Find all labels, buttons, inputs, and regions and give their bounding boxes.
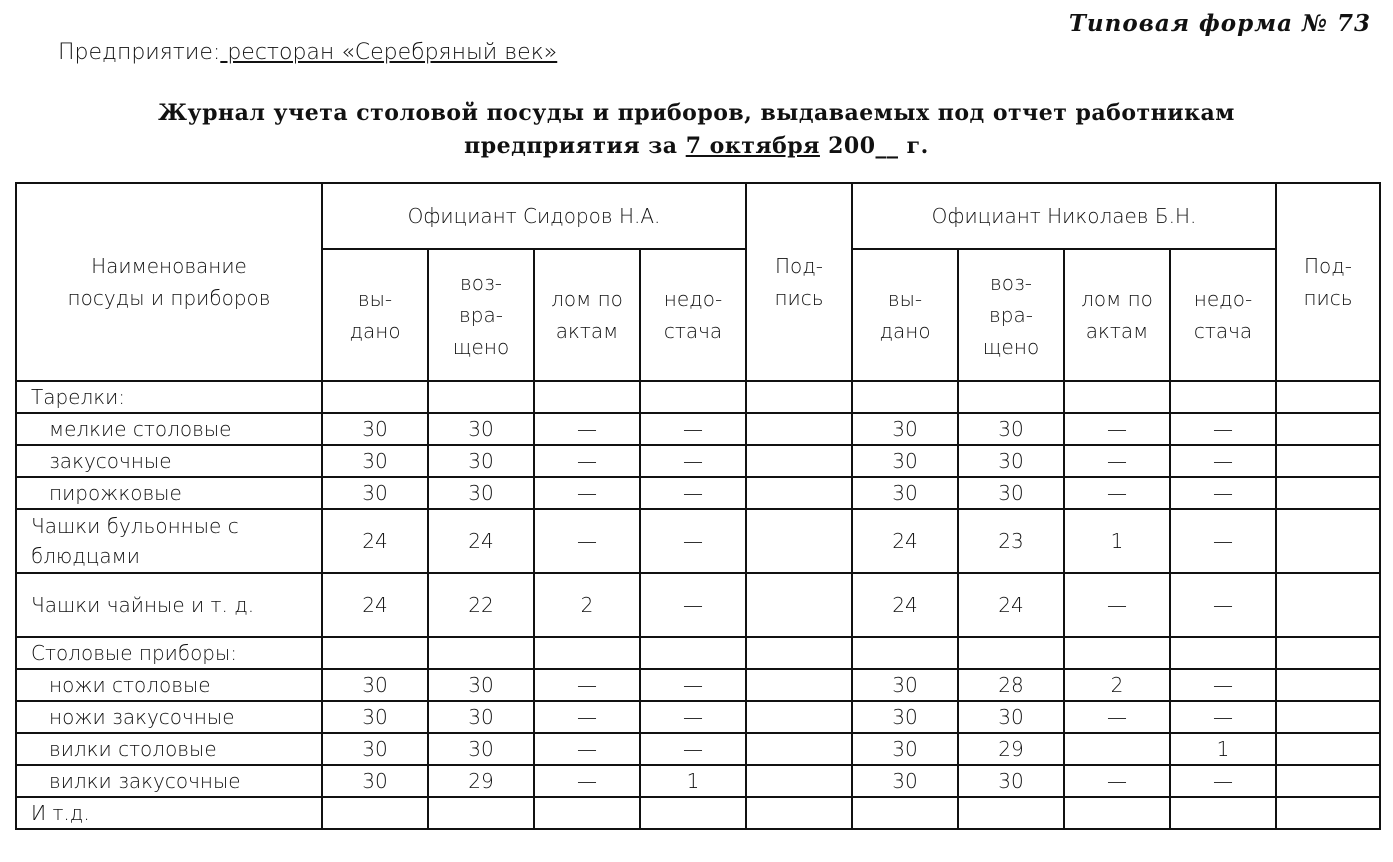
row-value-cell: 30 <box>428 413 534 445</box>
row-value-cell: 2 <box>534 573 640 637</box>
header-returned: воз-вра-щено <box>428 249 534 381</box>
row-value-cell <box>746 413 852 445</box>
row-value-cell: 30 <box>958 445 1064 477</box>
table-row <box>16 765 1380 797</box>
row-value-cell <box>746 637 852 669</box>
row-value-cell <box>1276 413 1380 445</box>
enterprise-line <box>58 40 557 65</box>
row-item-name: мелкие столовые <box>16 413 322 445</box>
row-value-cell <box>746 445 852 477</box>
row-value-cell <box>1276 797 1380 829</box>
row-value-cell: 30 <box>322 413 428 445</box>
row-value-cell <box>640 637 746 669</box>
row-value-cell: 30 <box>852 445 958 477</box>
row-value-cell: 24 <box>322 509 428 573</box>
row-value-cell: 22 <box>428 573 534 637</box>
row-item-name: Чашки чайные и т. д. <box>16 573 322 637</box>
row-value-cell <box>746 573 852 637</box>
header-waiter-2: Официант Николаев Б.Н. <box>852 183 1276 249</box>
table-row <box>16 477 1380 509</box>
row-value-cell <box>1064 797 1170 829</box>
row-value-cell <box>1276 509 1380 573</box>
row-value-cell <box>1276 477 1380 509</box>
row-value-cell <box>428 381 534 413</box>
row-item-name: закусочные <box>16 445 322 477</box>
row-item-name: И т.д. <box>16 797 322 829</box>
table-body <box>16 381 1380 829</box>
row-value-cell: 30 <box>958 701 1064 733</box>
row-value-cell <box>1064 381 1170 413</box>
row-value-cell <box>1276 733 1380 765</box>
row-value-cell: — <box>640 445 746 477</box>
row-value-cell <box>1276 381 1380 413</box>
row-value-cell <box>958 637 1064 669</box>
header-returned: воз-вра-щено <box>958 249 1064 381</box>
row-value-cell: — <box>640 477 746 509</box>
row-value-cell: 30 <box>428 445 534 477</box>
row-value-cell: 30 <box>322 733 428 765</box>
row-value-cell: 30 <box>322 445 428 477</box>
row-value-cell: — <box>640 413 746 445</box>
row-item-name: Чашки бульонные с блюдцами <box>16 509 322 573</box>
row-value-cell <box>1170 797 1276 829</box>
row-value-cell: — <box>640 509 746 573</box>
title-year: 200__ г. <box>819 133 929 159</box>
header-issued: вы-дано <box>322 249 428 381</box>
row-value-cell <box>1276 445 1380 477</box>
row-value-cell: — <box>1064 477 1170 509</box>
row-value-cell <box>534 797 640 829</box>
title-line-1: Журнал учета столовой посуды и приборов, выдаваемых под отчет работникам <box>158 100 1235 126</box>
header-signature-2: Под-пись <box>1276 183 1380 381</box>
row-value-cell <box>322 381 428 413</box>
table-row <box>16 637 1380 669</box>
table-row <box>16 509 1380 573</box>
row-value-cell: 30 <box>428 669 534 701</box>
form-number: Типовая форма № 73 <box>1068 10 1371 37</box>
row-value-cell <box>640 381 746 413</box>
row-value-cell: 30 <box>322 765 428 797</box>
row-value-cell: 30 <box>322 669 428 701</box>
row-value-cell: — <box>1064 573 1170 637</box>
table-row <box>16 669 1380 701</box>
row-value-cell: — <box>1064 701 1170 733</box>
table-row <box>16 701 1380 733</box>
row-value-cell: 30 <box>428 477 534 509</box>
row-value-cell: — <box>1170 477 1276 509</box>
row-value-cell <box>1064 733 1170 765</box>
row-value-cell <box>1276 701 1380 733</box>
row-value-cell: — <box>534 477 640 509</box>
header-item-name: Наименование посуды и приборов <box>16 183 322 381</box>
row-value-cell <box>746 381 852 413</box>
row-value-cell: — <box>640 573 746 637</box>
row-value-cell: 30 <box>852 765 958 797</box>
row-value-cell: 30 <box>852 413 958 445</box>
row-value-cell: 28 <box>958 669 1064 701</box>
row-value-cell <box>428 637 534 669</box>
row-value-cell <box>746 701 852 733</box>
row-value-cell: — <box>1170 509 1276 573</box>
row-value-cell: 1 <box>1170 733 1276 765</box>
header-broken: лом по актам <box>534 249 640 381</box>
row-value-cell <box>1064 637 1170 669</box>
title-prefix: предприятия за <box>464 133 686 159</box>
row-value-cell: — <box>640 701 746 733</box>
table-row <box>16 797 1380 829</box>
row-value-cell: 30 <box>958 477 1064 509</box>
row-value-cell: 30 <box>958 765 1064 797</box>
enterprise-value: ресторан «Серебряный век» <box>220 40 558 65</box>
row-item-name: Тарелки: <box>16 381 322 413</box>
row-item-name: ножи закусочные <box>16 701 322 733</box>
title-line-2 <box>0 130 1393 163</box>
row-item-name: вилки столовые <box>16 733 322 765</box>
row-value-cell: 29 <box>428 765 534 797</box>
row-value-cell <box>1170 381 1276 413</box>
row-value-cell <box>640 797 746 829</box>
header-issued: вы-дано <box>852 249 958 381</box>
row-value-cell: — <box>1064 765 1170 797</box>
row-value-cell: 2 <box>1064 669 1170 701</box>
row-value-cell: 30 <box>428 701 534 733</box>
row-value-cell: — <box>534 413 640 445</box>
row-value-cell: — <box>1170 701 1276 733</box>
row-value-cell <box>746 509 852 573</box>
row-value-cell <box>746 797 852 829</box>
row-value-cell <box>958 381 1064 413</box>
journal-title <box>0 97 1393 163</box>
row-value-cell: — <box>1170 413 1276 445</box>
row-value-cell <box>746 765 852 797</box>
row-value-cell <box>746 669 852 701</box>
row-item-name: ножи столовые <box>16 669 322 701</box>
header-shortage: недо-стача <box>640 249 746 381</box>
row-value-cell <box>428 797 534 829</box>
row-value-cell <box>1276 669 1380 701</box>
row-value-cell: — <box>534 445 640 477</box>
row-value-cell: 30 <box>852 477 958 509</box>
journal-table <box>15 182 1381 830</box>
table-row <box>16 573 1380 637</box>
row-value-cell: 30 <box>852 733 958 765</box>
row-value-cell <box>852 797 958 829</box>
row-value-cell: 23 <box>958 509 1064 573</box>
row-value-cell: — <box>1170 669 1276 701</box>
row-value-cell: 24 <box>852 509 958 573</box>
header-waiter-1: Официант Сидоров Н.А. <box>322 183 746 249</box>
row-value-cell: 29 <box>958 733 1064 765</box>
row-value-cell <box>852 637 958 669</box>
row-value-cell: — <box>1170 765 1276 797</box>
enterprise-label: Предприятие: <box>58 40 221 65</box>
table-row <box>16 381 1380 413</box>
row-value-cell <box>1276 573 1380 637</box>
row-item-name: Столовые приборы: <box>16 637 322 669</box>
row-value-cell: — <box>534 669 640 701</box>
row-value-cell: — <box>1064 445 1170 477</box>
row-value-cell: — <box>1170 445 1276 477</box>
row-value-cell: 1 <box>1064 509 1170 573</box>
row-value-cell <box>322 797 428 829</box>
title-date: 7 октября <box>685 133 820 159</box>
row-value-cell: — <box>534 509 640 573</box>
row-value-cell: — <box>1064 413 1170 445</box>
row-value-cell <box>534 637 640 669</box>
row-item-name: вилки закусочные <box>16 765 322 797</box>
row-item-name: пирожковые <box>16 477 322 509</box>
row-value-cell <box>322 637 428 669</box>
row-value-cell: — <box>1170 573 1276 637</box>
row-value-cell <box>1170 637 1276 669</box>
row-value-cell: 30 <box>958 413 1064 445</box>
row-value-cell: 24 <box>958 573 1064 637</box>
row-value-cell: — <box>640 669 746 701</box>
row-value-cell <box>534 381 640 413</box>
row-value-cell: 30 <box>428 733 534 765</box>
row-value-cell: 1 <box>640 765 746 797</box>
table-row <box>16 733 1380 765</box>
row-value-cell: 30 <box>852 669 958 701</box>
row-value-cell: — <box>534 765 640 797</box>
row-value-cell <box>958 797 1064 829</box>
row-value-cell: 30 <box>852 701 958 733</box>
row-value-cell: — <box>640 733 746 765</box>
row-value-cell <box>852 381 958 413</box>
row-value-cell: — <box>534 701 640 733</box>
table-row <box>16 413 1380 445</box>
header-shortage: недо-стача <box>1170 249 1276 381</box>
row-value-cell <box>1276 765 1380 797</box>
header-broken: лом по актам <box>1064 249 1170 381</box>
row-value-cell: — <box>534 733 640 765</box>
row-value-cell <box>746 733 852 765</box>
row-value-cell <box>746 477 852 509</box>
row-value-cell: 24 <box>322 573 428 637</box>
table-row <box>16 445 1380 477</box>
row-value-cell <box>1276 637 1380 669</box>
row-value-cell: 30 <box>322 701 428 733</box>
row-value-cell: 24 <box>852 573 958 637</box>
row-value-cell: 30 <box>322 477 428 509</box>
header-signature-1: Под-пись <box>746 183 852 381</box>
row-value-cell: 24 <box>428 509 534 573</box>
